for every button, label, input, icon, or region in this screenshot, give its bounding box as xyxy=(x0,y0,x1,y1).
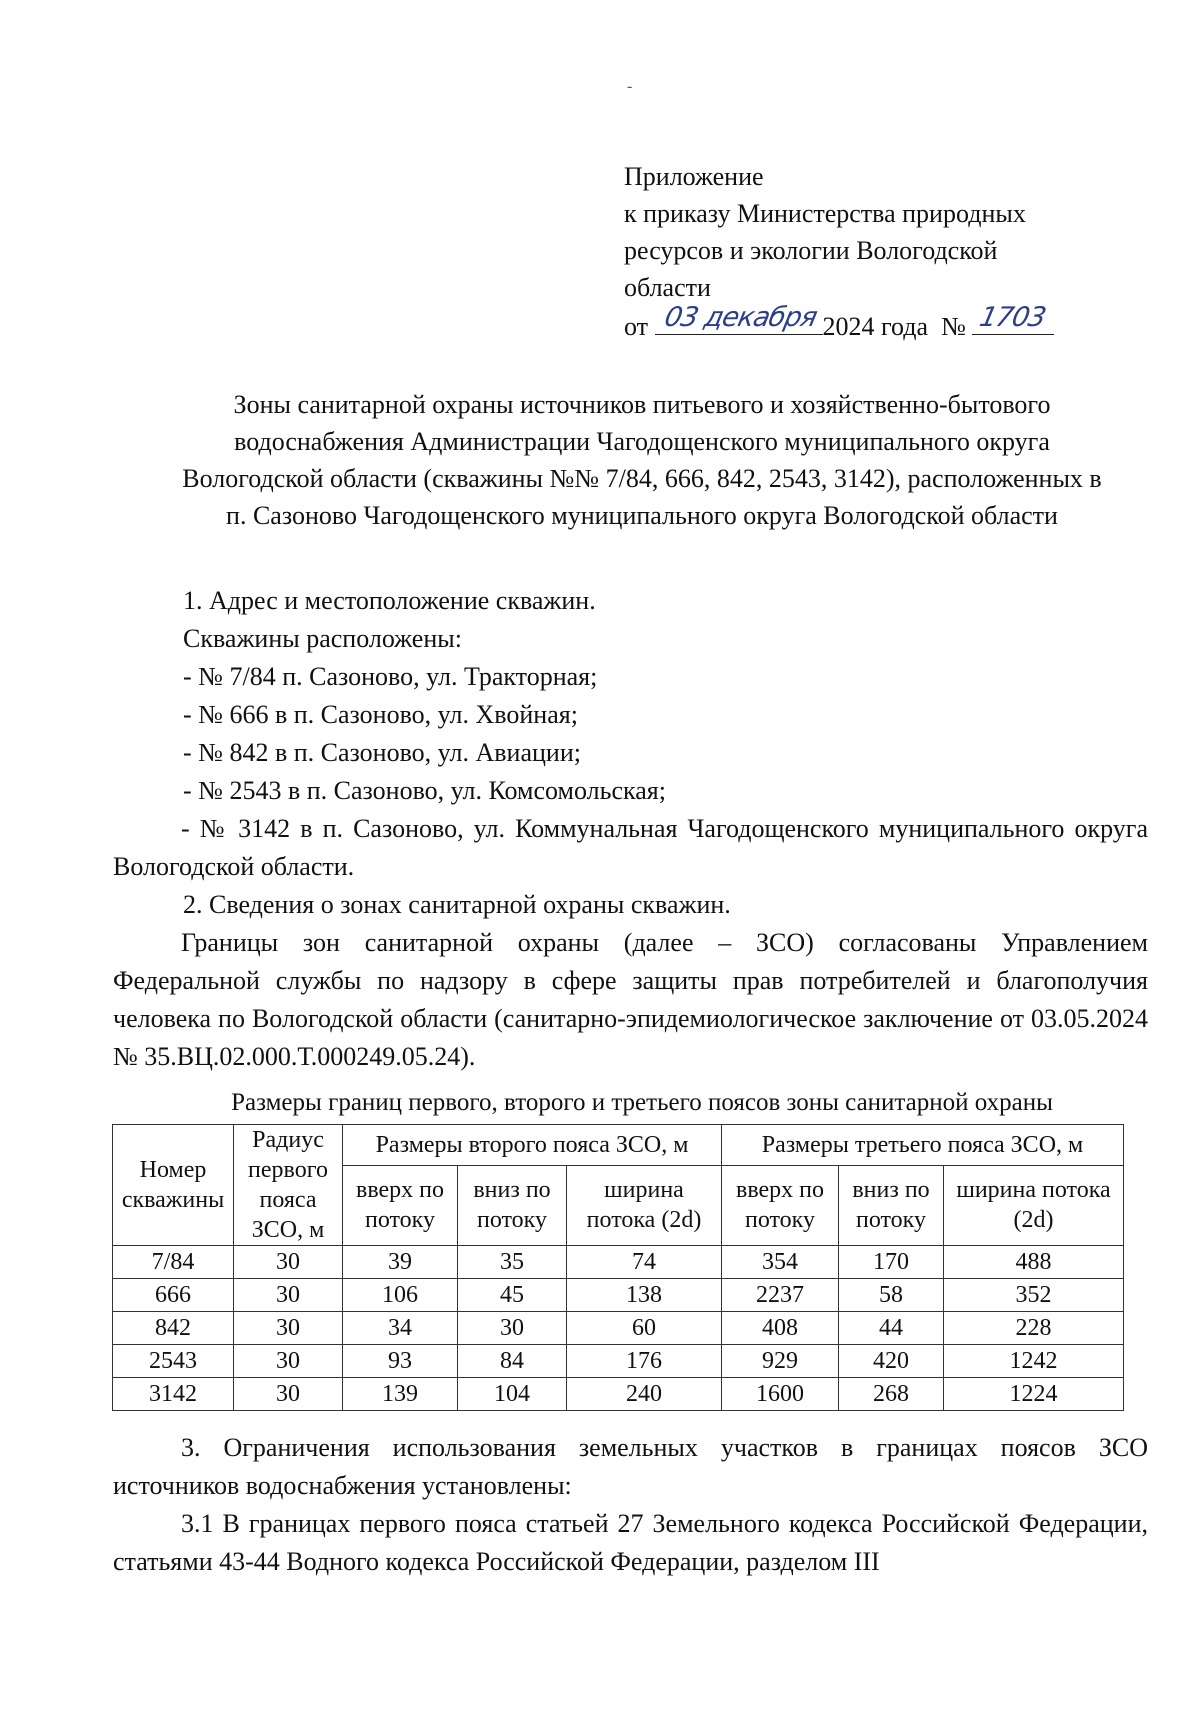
table-cell: 30 xyxy=(234,1279,343,1312)
table-cell: 354 xyxy=(722,1246,839,1279)
header-radius-first: Радиус первого пояса ЗСО, м xyxy=(234,1125,343,1246)
appendix-date-line xyxy=(624,302,1164,345)
table-cell: 408 xyxy=(722,1312,839,1345)
table-cell: 420 xyxy=(839,1345,944,1378)
appendix-line: к приказу Министерства природных xyxy=(624,199,1026,228)
table-cell: 30 xyxy=(458,1312,567,1345)
list-item: - № 3142 в п. Сазоново, ул. Коммунальная Чагодощенского муниципального округа Вологодской области. xyxy=(113,814,1148,881)
table-cell: 176 xyxy=(567,1345,722,1378)
table-cell: 268 xyxy=(839,1378,944,1411)
table-cell: 1600 xyxy=(722,1378,839,1411)
table-cell: 2237 xyxy=(722,1279,839,1312)
table-cell: 104 xyxy=(458,1378,567,1411)
table-row xyxy=(113,1312,1124,1345)
table-cell: 60 xyxy=(567,1312,722,1345)
table-cell: 488 xyxy=(944,1246,1124,1279)
table-cell: 170 xyxy=(839,1246,944,1279)
table-cell: 666 xyxy=(113,1279,234,1312)
section-3 xyxy=(113,1429,1148,1581)
table-cell: 35 xyxy=(458,1246,567,1279)
table-cell: 3142 xyxy=(113,1378,234,1411)
section-paragraph: Границы зон санитарной охраны (далее – ЗСО) согласованы Управлением Федеральной службы по надзору в сфере защиты прав потребителей и благополучия человека по Вологодской области (санитарно-эпидемиологическое заключение от 03.05.2024 № 35.ВЦ.02.000.Т.000249.05.24). xyxy=(113,928,1148,1071)
date-handwritten: 03 декабря xyxy=(661,302,819,333)
title-line: п. Сазоново Чагодощенского муниципального округа Вологодской области xyxy=(226,501,1058,530)
section-heading: 2. Сведения о зонах санитарной охраны скважин. xyxy=(183,890,731,919)
page-mark: - xyxy=(627,78,633,95)
table-cell: 44 xyxy=(839,1312,944,1345)
table-cell: 84 xyxy=(458,1345,567,1378)
table-cell: 30 xyxy=(234,1378,343,1411)
header-width: ширина потока (2d) xyxy=(567,1165,722,1245)
section-heading: 1. Адрес и местоположение скважин. xyxy=(183,586,596,615)
appendix-line: Приложение xyxy=(624,162,764,191)
header-width: ширина потока (2d) xyxy=(944,1165,1124,1245)
list-item: - № 7/84 п. Сазоново, ул. Тракторная; xyxy=(183,662,598,691)
table-cell: 842 xyxy=(113,1312,234,1345)
section-1 xyxy=(113,582,1148,1076)
document-title xyxy=(112,386,1172,534)
title-line: водоснабжения Администрации Чагодощенского муниципального округа xyxy=(234,427,1050,456)
header-downstream: вниз по потоку xyxy=(458,1165,567,1245)
appendix-block xyxy=(624,158,1164,345)
appendix-line: ресурсов и экологии Вологодской xyxy=(624,236,998,265)
table-cell: 228 xyxy=(944,1312,1124,1345)
title-line: Вологодской области (скважины №№ 7/84, 666, 842, 2543, 3142), расположенных в xyxy=(182,464,1102,493)
table-cell: 7/84 xyxy=(113,1246,234,1279)
header-third-belt: Размеры третьего пояса ЗСО, м xyxy=(722,1125,1124,1166)
table-cell: 45 xyxy=(458,1279,567,1312)
header-second-belt: Размеры второго пояса ЗСО, м xyxy=(343,1125,722,1166)
list-item: - № 666 в п. Сазоново, ул. Хвойная; xyxy=(183,700,578,729)
table-cell: 58 xyxy=(839,1279,944,1312)
date-suffix: 2024 года xyxy=(822,312,929,341)
table-cell: 1242 xyxy=(944,1345,1124,1378)
table-row xyxy=(113,1279,1124,1312)
table-cell: 2543 xyxy=(113,1345,234,1378)
list-item: - № 2543 в п. Сазоново, ул. Комсомольская; xyxy=(183,776,666,805)
section-intro: Скважины расположены: xyxy=(183,624,462,653)
table-cell: 240 xyxy=(567,1378,722,1411)
date-prefix: от xyxy=(624,312,649,341)
table-cell: 93 xyxy=(343,1345,458,1378)
zso-table xyxy=(112,1124,1124,1411)
header-upstream: вверх по потоку xyxy=(343,1165,458,1245)
number-field xyxy=(972,302,1054,335)
date-field xyxy=(655,302,823,335)
table-cell: 106 xyxy=(343,1279,458,1312)
table-cell: 30 xyxy=(234,1246,343,1279)
section-heading: 3. Ограничения использования земельных участков в границах поясов ЗСО источников водоснабжения установлены: xyxy=(113,1433,1148,1500)
table-cell: 39 xyxy=(343,1246,458,1279)
table-cell: 74 xyxy=(567,1246,722,1279)
table-cell: 139 xyxy=(343,1378,458,1411)
table-row xyxy=(113,1378,1124,1411)
table-cell: 30 xyxy=(234,1312,343,1345)
title-line: Зоны санитарной охраны источников питьевого и хозяйственно-бытового xyxy=(233,390,1051,419)
table-cell: 30 xyxy=(234,1345,343,1378)
table-cell: 929 xyxy=(722,1345,839,1378)
appendix-line: области xyxy=(624,273,711,302)
number-handwritten: 1703 xyxy=(977,302,1049,333)
table-cell: 1224 xyxy=(944,1378,1124,1411)
header-well-number: Номер скважины xyxy=(113,1125,234,1246)
table-cell: 352 xyxy=(944,1279,1124,1312)
header-downstream: вниз по потоку xyxy=(839,1165,944,1245)
table-cell: 34 xyxy=(343,1312,458,1345)
number-sign: № xyxy=(941,312,966,341)
table-caption: Размеры границ первого, второго и третьего поясов зоны санитарной охраны xyxy=(231,1089,1053,1116)
header-upstream: вверх по потоку xyxy=(722,1165,839,1245)
list-item: - № 842 в п. Сазоново, ул. Авиации; xyxy=(183,738,581,767)
section-paragraph: 3.1 В границах первого пояса статьей 27 Земельного кодекса Российской Федерации, статьями 43-44 Водного кодекса Российской Федерации, разделом III xyxy=(113,1509,1148,1576)
table-row xyxy=(113,1345,1124,1378)
table-cell: 138 xyxy=(567,1279,722,1312)
table-row xyxy=(113,1246,1124,1279)
